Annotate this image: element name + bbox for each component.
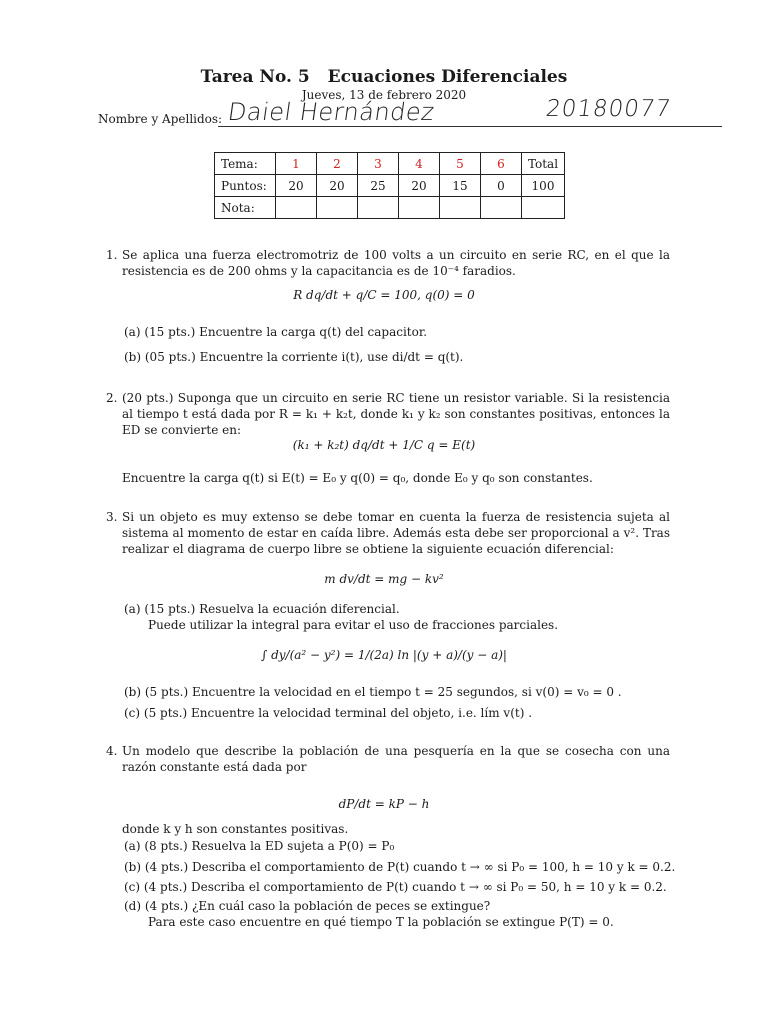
problem-note: Encuentre la carga q(t) si E(t) = E₀ y q(0) = q₀, donde E₀ y q₀ son constantes.	[122, 471, 593, 485]
grade-cell	[440, 197, 481, 219]
table-row	[215, 197, 565, 219]
problem-part	[124, 705, 532, 721]
name-label: Nombre y Apellidos:	[98, 112, 223, 126]
topic-cell: 6	[481, 153, 522, 175]
problem-part	[124, 859, 675, 875]
problem-statement: (20 pts.) Suponga que un circuito en serie RC tiene un resistor variable. Si la resistencia al tiempo t está dada por R = k₁ + k₂t, donde k₁ y k₂ son constantes positivas, entonces la ED se convierte en:	[122, 391, 670, 437]
problem-part	[124, 324, 427, 340]
grade-cell	[317, 197, 358, 219]
part-label: (a)	[124, 325, 141, 339]
points-cell: 25	[358, 175, 399, 197]
problem-3	[106, 509, 670, 559]
part-label: (b)	[124, 685, 142, 699]
points-cell: 20	[276, 175, 317, 197]
grade-cell	[481, 197, 522, 219]
grade-total-cell	[522, 197, 565, 219]
points-cell: 0	[481, 175, 522, 197]
problem-part	[124, 838, 394, 854]
problem-statement: Un modelo que describe la población de una pesquería en la que se cosecha con una razón constante está dada por	[122, 744, 670, 774]
table-row	[215, 153, 565, 175]
part-text: (8 pts.) Resuelva la ED sujeta a P(0) = P₀	[144, 839, 395, 853]
points-cell: 20	[317, 175, 358, 197]
integral-formula: ∫ dy/(a² − y²) = 1/(2a) ln |(y + a)/(y − a)|	[261, 648, 507, 662]
row-label: Nota:	[215, 197, 276, 219]
part-text: (4 pts.) Describa el comportamiento de P(t) cuando t → ∞ si P₀ = 100, h = 10 y k = 0.2.	[144, 860, 676, 874]
name-underline	[218, 126, 722, 127]
topic-cell: 3	[358, 153, 399, 175]
part-label: (c)	[124, 880, 141, 894]
topic-cell: 1	[276, 153, 317, 175]
topic-cell: 5	[440, 153, 481, 175]
table-row	[215, 175, 565, 197]
problem-statement: Si un objeto es muy extenso se debe tomar en cuenta la fuerza de resistencia sujeta al sistema al momento de estar en caída libre. Además esta debe ser proporcional a v². Tras realizar el diagrama de cuerpo libre se obtiene la siguiente ecuación diferencial:	[122, 510, 670, 556]
equation: dP/dt = kP − h	[338, 797, 430, 811]
part-text: (5 pts.) Encuentre la velocidad terminal del objeto, i.e. lím v(t) .	[143, 706, 533, 720]
problem-2	[106, 390, 670, 437]
page-title: Tarea No. 5 Ecuaciones Diferenciales	[200, 67, 568, 87]
assignment-date: Jueves, 13 de febrero 2020	[301, 88, 467, 102]
problem-number: 1.	[106, 248, 118, 262]
grade-cell	[399, 197, 440, 219]
problem-note: donde k y h son constantes positivas.	[122, 822, 349, 836]
grade-cell	[276, 197, 317, 219]
total-header: Total	[522, 153, 565, 175]
problem-4	[106, 743, 670, 777]
problem-part	[124, 349, 463, 365]
part-text: (15 pts.) Resuelva la ecuación diferencial.	[144, 602, 400, 616]
grade-cell	[358, 197, 399, 219]
part-text: (5 pts.) Encuentre la velocidad en el tiempo t = 25 segundos, si v(0) = v₀ = 0 .	[144, 685, 622, 699]
problem-part	[124, 601, 400, 617]
problem-number: 4.	[106, 744, 118, 758]
problem-number: 2.	[106, 391, 118, 405]
total-points-cell: 100	[522, 175, 565, 197]
equation: R dq/dt + q/C = 100, q(0) = 0	[293, 288, 475, 302]
part-hint: Para este caso encuentre en qué tiempo T la población se extingue P(T) = 0.	[148, 915, 614, 929]
points-cell: 20	[399, 175, 440, 197]
row-label: Puntos:	[215, 175, 276, 197]
problem-part	[124, 898, 490, 914]
problem-number: 3.	[106, 510, 118, 524]
equation: m dv/dt = mg − kv²	[324, 572, 444, 586]
problem-part	[124, 879, 667, 895]
part-text: (05 pts.) Encuentre la corriente i(t), use di/dt = q(t).	[144, 350, 464, 364]
problem-part	[124, 684, 622, 700]
part-label: (b)	[124, 860, 142, 874]
part-text: (4 pts.) ¿En cuál caso la población de peces se extingue?	[144, 899, 491, 913]
part-label: (a)	[124, 602, 141, 616]
topic-cell: 2	[317, 153, 358, 175]
part-label: (d)	[124, 899, 142, 913]
part-text: (15 pts.) Encuentre la carga q(t) del capacitor.	[144, 325, 428, 339]
row-label: Tema:	[215, 153, 276, 175]
points-cell: 15	[440, 175, 481, 197]
part-label: (a)	[124, 839, 141, 853]
part-text: (4 pts.) Describa el comportamiento de P(t) cuando t → ∞ si P₀ = 50, h = 10 y k = 0.2.	[143, 880, 667, 894]
part-hint: Puede utilizar la integral para evitar el uso de fracciones parciales.	[148, 618, 559, 632]
grade-table	[214, 152, 565, 219]
handwritten-name: Daiel Hernández	[226, 98, 437, 126]
part-label: (c)	[124, 706, 141, 720]
handwritten-student-id: 20180077	[544, 96, 673, 122]
problem-1	[106, 247, 670, 281]
part-label: (b)	[124, 350, 142, 364]
topic-cell: 4	[399, 153, 440, 175]
equation: (k₁ + k₂t) dq/dt + 1/C q = E(t)	[292, 438, 476, 452]
problem-statement: Se aplica una fuerza electromotriz de 100 volts a un circuito en serie RC, en el que la resistencia es de 200 ohms y la capacitancia es de 10⁻⁴ faradios.	[122, 248, 670, 278]
